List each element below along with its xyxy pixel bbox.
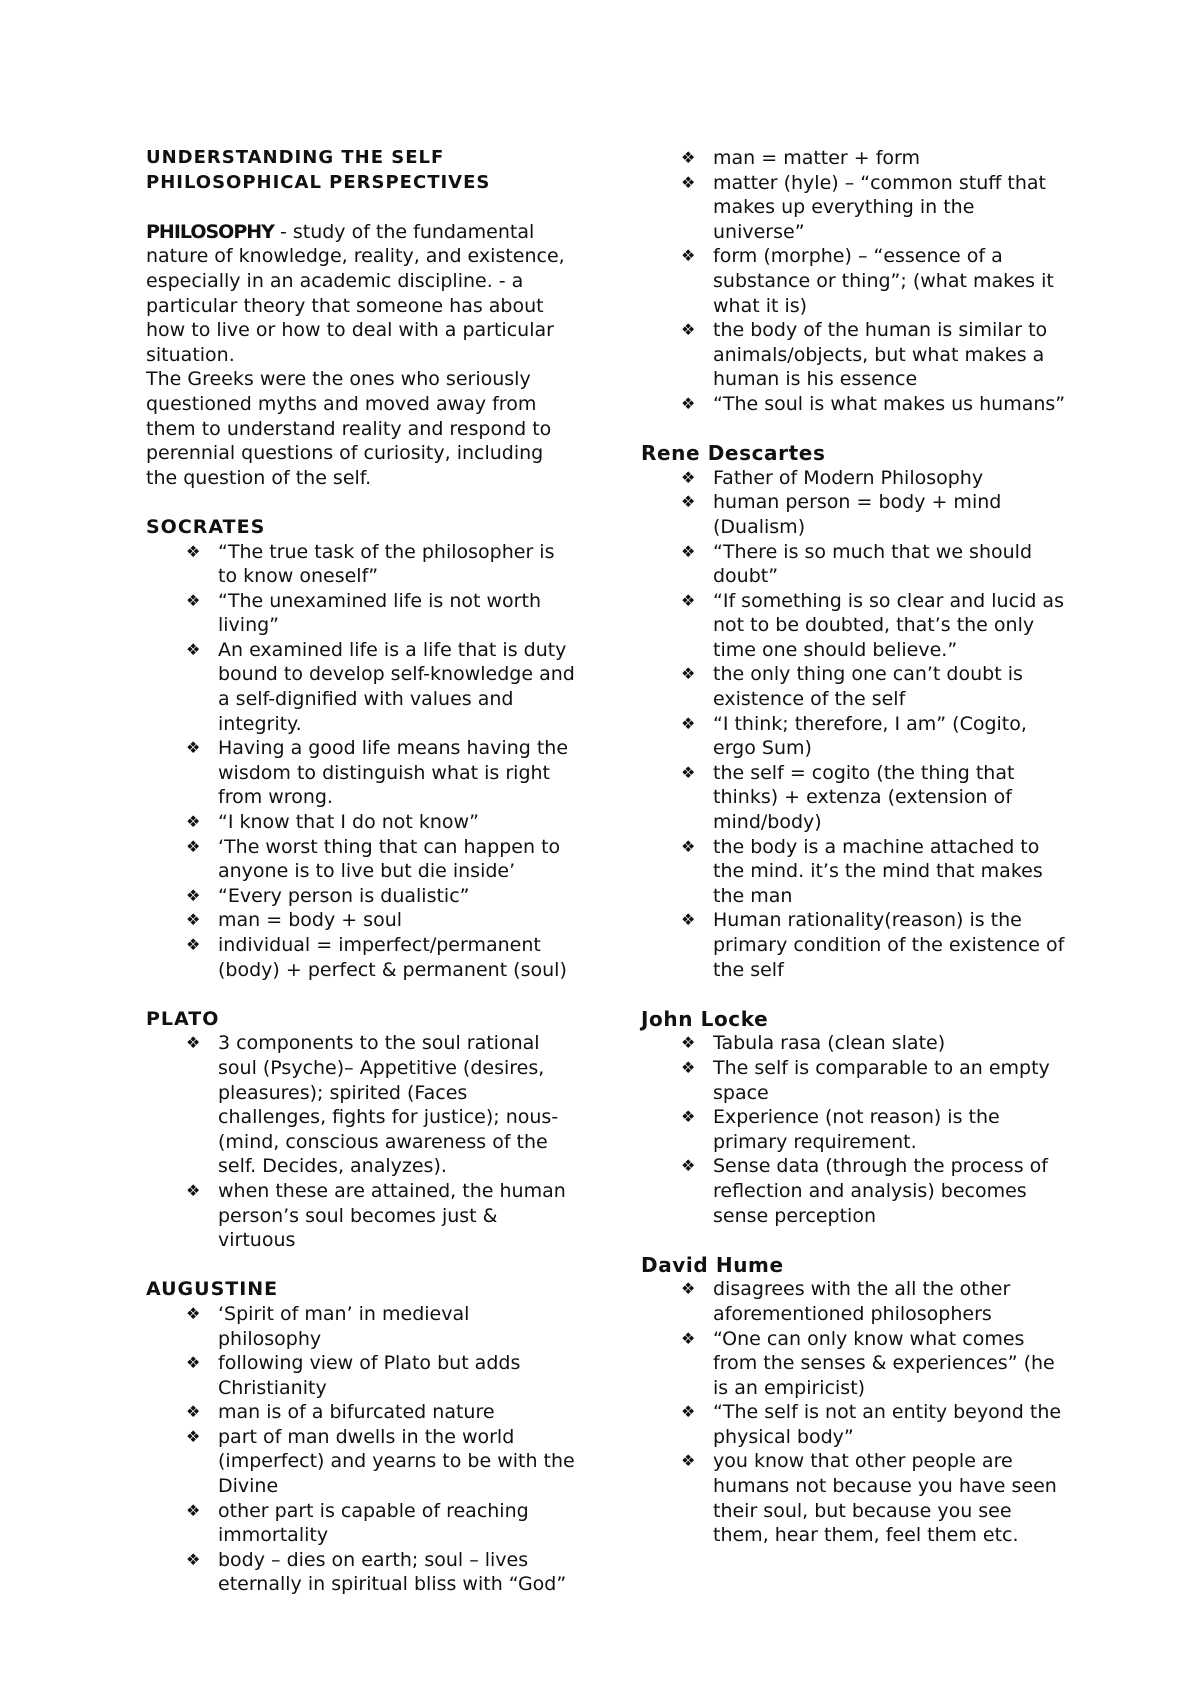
list-item — [641, 908, 1071, 982]
list-item — [641, 392, 1071, 417]
bullet-icon: ❖ — [681, 541, 696, 561]
list-item — [146, 835, 576, 884]
bullet-icon: ❖ — [186, 639, 201, 659]
bullet-icon: ❖ — [681, 1402, 696, 1422]
bullet-icon: ❖ — [681, 467, 696, 487]
list-item-text: “I think; therefore, I am” (Cogito, ergo Sum) — [713, 712, 1027, 760]
bullet-icon: ❖ — [186, 1033, 201, 1053]
list-item — [146, 540, 576, 589]
bullet-icon: ❖ — [186, 1500, 201, 1520]
right-column — [641, 146, 1071, 1548]
list-item — [641, 466, 1071, 491]
list-item-text: you know that other people are humans not because you have seen their soul, but because you see them, hear them, feel them etc. — [713, 1450, 1057, 1547]
bullet-icon: ❖ — [681, 1033, 696, 1053]
bullet-icon: ❖ — [186, 1426, 201, 1446]
list-item-text: form (morphe) – “essence of a substance or thing”; (what makes it what it is) — [713, 245, 1054, 317]
list-item-text: the self = cogito (the thing that thinks) + extenza (extension of mind/body) — [713, 761, 1015, 834]
bullet-icon: ❖ — [186, 1549, 201, 1569]
bullet-icon: ❖ — [681, 713, 696, 733]
plato-list — [146, 1031, 576, 1252]
list-item-text: part of man dwells in the world (imperfect) and yearns to be with the Divine — [218, 1425, 575, 1498]
list-item-text: Experience (not reason) is the primary requirement. — [713, 1106, 1000, 1153]
list-item-text: Having a good life means having the wisdom to distinguish what is right from wrong. — [218, 737, 569, 809]
list-item — [146, 1425, 576, 1499]
bullet-icon: ❖ — [681, 1279, 696, 1299]
list-item-text: Father of Modern Philosophy — [713, 466, 984, 489]
list-item — [641, 1327, 1071, 1401]
bullet-icon: ❖ — [186, 836, 201, 856]
list-item-text: Tabula rasa (clean slate) — [713, 1032, 946, 1055]
list-item-text: individual = imperfect/permanent (body) + perfect & permanent (soul) — [218, 934, 567, 981]
list-item — [146, 1031, 576, 1179]
descartes-list — [641, 466, 1071, 982]
augustine-list — [146, 1302, 576, 1597]
list-item — [641, 244, 1071, 318]
list-item — [146, 933, 576, 982]
left-column — [146, 146, 576, 1597]
bullet-icon: ❖ — [681, 1107, 696, 1127]
bullet-icon: ❖ — [681, 836, 696, 856]
socrates-heading: SOCRATES — [146, 515, 266, 538]
list-item-text: ‘The worst thing that can happen to anyone is to live but die inside’ — [218, 835, 561, 883]
list-item-text: The self is comparable to an empty space — [713, 1056, 1050, 1104]
bullet-icon: ❖ — [681, 1057, 696, 1077]
list-item — [641, 1449, 1071, 1547]
list-item-text: body – dies on earth; soul – lives eternally in spiritual bliss with “God” — [218, 1548, 567, 1596]
bullet-icon: ❖ — [186, 812, 201, 832]
list-item — [641, 712, 1071, 761]
bullet-icon: ❖ — [681, 393, 696, 413]
list-item — [641, 835, 1071, 909]
list-item-text: disagrees with the all the other aforementioned philosophers — [713, 1278, 1011, 1325]
bullet-icon: ❖ — [186, 1402, 201, 1422]
list-item-text: “There is so much that we should doubt” — [713, 540, 1033, 588]
bullet-icon: ❖ — [186, 910, 201, 930]
bullet-icon: ❖ — [681, 590, 696, 610]
bullet-icon: ❖ — [681, 1328, 696, 1348]
list-item — [146, 1400, 576, 1425]
philosophy-definition-text: - study of the fundamental nature of knowledge, reality, and existence, especially in an academic discipline. - a particular theory that someone has about how to live or how to deal with a particular situation. — [146, 220, 565, 366]
list-item-text: matter (hyle) – “common stuff that makes up everything in the universe” — [713, 171, 1046, 243]
list-item — [641, 662, 1071, 711]
bullet-icon: ❖ — [681, 910, 696, 930]
list-item-text: “I know that I do not know” — [218, 811, 479, 834]
list-item — [641, 1105, 1071, 1154]
list-item — [146, 736, 576, 810]
list-item — [641, 1277, 1071, 1326]
list-item-text: ‘Spirit of man’ in medieval philosophy — [218, 1302, 470, 1350]
list-item-text: An examined life is a life that is duty bound to develop self-knowledge and a self-dignified with values and integrity. — [218, 638, 575, 735]
list-item — [641, 490, 1071, 539]
list-item-text: “Every person is dualistic” — [218, 884, 470, 907]
list-item-text: following view of Plato but adds Christianity — [218, 1352, 521, 1399]
bullet-icon: ❖ — [681, 762, 696, 782]
philosophy-definition — [146, 220, 576, 368]
list-item — [146, 589, 576, 638]
hume-list — [641, 1277, 1071, 1548]
bullet-icon: ❖ — [186, 1303, 201, 1323]
bullet-icon: ❖ — [186, 541, 201, 561]
socrates-list — [146, 540, 576, 983]
bullet-icon: ❖ — [681, 172, 696, 192]
list-item-text: “The true task of the philosopher is to know oneself” — [218, 540, 555, 588]
list-item-text: man is of a bifurcated nature — [218, 1401, 495, 1424]
list-item — [146, 1499, 576, 1548]
list-item — [146, 908, 576, 933]
list-item — [641, 761, 1071, 835]
list-item-text: “The self is not an entity beyond the physical body” — [713, 1401, 1062, 1448]
list-item — [641, 146, 1071, 171]
list-item — [641, 1056, 1071, 1105]
bullet-icon: ❖ — [681, 148, 696, 167]
list-item — [146, 1179, 576, 1253]
list-item — [641, 589, 1071, 663]
list-item-text: human person = body + mind (Dualism) — [713, 491, 1002, 538]
list-item-text: “If something is so clear and lucid as not to be doubted, that’s the only time one should believe.” — [713, 589, 1064, 661]
list-item-text: other part is capable of reaching immortality — [218, 1499, 529, 1547]
bullet-icon: ❖ — [681, 320, 696, 340]
bullet-icon: ❖ — [186, 1180, 201, 1200]
list-item-text: the body of the human is similar to animals/objects, but what makes a human is his essence — [713, 319, 1048, 391]
list-item-text: man = matter + form — [713, 147, 921, 169]
bullet-icon: ❖ — [681, 1451, 696, 1471]
aristotle-continued-list — [641, 146, 1071, 417]
locke-heading: John Locke — [641, 1006, 769, 1031]
list-item — [641, 1400, 1071, 1449]
descartes-heading: Rene Descartes — [641, 441, 826, 466]
list-item-text: man = body + soul — [218, 909, 403, 932]
list-item — [146, 810, 576, 835]
list-item — [641, 318, 1071, 392]
greeks-paragraph: The Greeks were the ones who seriously questioned myths and moved away from them to understand reality and respond to perennial questions of curiosity, including the question of the self. — [146, 368, 552, 489]
list-item-text: the body is a machine attached to the mind. it’s the mind that makes the man — [713, 835, 1043, 907]
list-item-text: 3 components to the soul rational soul (Psyche)– Appetitive (desires, pleasures); spirited (Faces challenges, fights for justice); nous- (mind, conscious awareness of the self. Decides, analyzes). — [218, 1032, 559, 1178]
bullet-icon: ❖ — [681, 246, 696, 266]
bullet-icon: ❖ — [186, 738, 201, 758]
document-title-line-1: UNDERSTANDING THE SELF — [146, 147, 445, 168]
augustine-heading: AUGUSTINE — [146, 1278, 279, 1301]
list-item-text: the only thing one can’t doubt is existence of the self — [713, 663, 1023, 711]
bullet-icon: ❖ — [186, 590, 201, 610]
bullet-icon: ❖ — [186, 1353, 201, 1373]
list-item — [146, 1351, 576, 1400]
bullet-icon: ❖ — [681, 492, 696, 512]
list-item — [146, 884, 576, 909]
bullet-icon: ❖ — [681, 1156, 696, 1176]
list-item-text: Sense data (through the process of reflection and analysis) becomes sense perception — [713, 1155, 1048, 1227]
bullet-icon: ❖ — [681, 664, 696, 684]
hume-heading: David Hume — [641, 1252, 784, 1277]
list-item — [641, 1154, 1071, 1228]
list-item — [146, 1302, 576, 1351]
document-title-line-2: PHILOSOPHICAL PERSPECTIVES — [146, 171, 491, 193]
list-item — [146, 638, 576, 736]
list-item-text: when these are attained, the human person’s soul becomes just & virtuous — [218, 1179, 566, 1252]
bullet-icon: ❖ — [186, 885, 201, 905]
list-item — [641, 540, 1071, 589]
list-item — [641, 171, 1071, 245]
list-item-text: “The soul is what makes us humans” — [713, 392, 1066, 415]
list-item — [146, 1548, 576, 1597]
philosophy-term: PHILOSOPHY — [146, 220, 274, 243]
list-item — [641, 1031, 1071, 1056]
list-item-text: Human rationality(reason) is the primary condition of the existence of the self — [713, 909, 1065, 981]
bullet-icon: ❖ — [186, 935, 201, 954]
list-item-text: “The unexamined life is not worth living” — [218, 589, 541, 637]
plato-heading: PLATO — [146, 1007, 220, 1030]
locke-list — [641, 1031, 1071, 1228]
list-item-text: “One can only know what comes from the senses & experiences” (he is an empiricist) — [713, 1327, 1055, 1399]
